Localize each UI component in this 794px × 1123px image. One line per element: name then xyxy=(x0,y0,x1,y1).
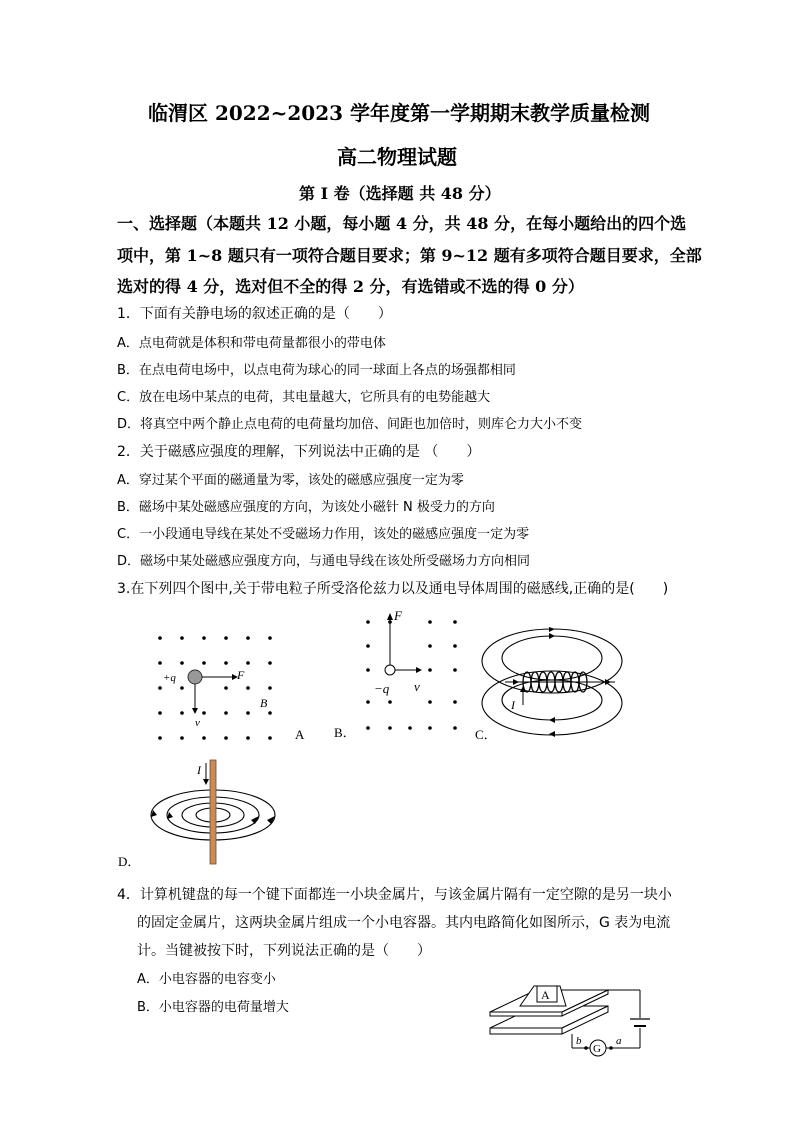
terminal-b-label: b xyxy=(576,1035,582,1047)
question-2-stem: 2．关于磁感应强度的理解，下列说法中正确的是 （ ） xyxy=(117,444,481,460)
volume-heading: 第 I 卷（选择题 共 48 分） xyxy=(299,184,501,203)
figure-3a-label: A xyxy=(295,727,305,742)
question-2-option-c: C．一小段通电导线在某处不受磁场力作用，该处的磁感应强度一定为零 xyxy=(117,527,530,542)
field-dots xyxy=(158,636,272,740)
figure-3c xyxy=(475,625,630,745)
negative-charge xyxy=(385,665,395,675)
terminal-a-label: a xyxy=(616,1035,622,1047)
charge-label: +q xyxy=(163,672,176,684)
question-1-option-b: B．在点电荷电场中，以点电荷为球心的同一球面上各点的场强都相同 xyxy=(117,363,516,378)
current-label: I xyxy=(511,698,515,712)
exam-subject: 高二物理试题 xyxy=(337,145,457,169)
section-instructions-line2: 项中，第 1~8 题只有一项符合题目要求；第 9~12 题有多项符合题目要求，全部 xyxy=(117,246,702,265)
velocity-label: v xyxy=(414,679,420,694)
question-1-option-c: C．放在电场中某点的电荷，其电量越大，它所具有的电势能越大 xyxy=(117,390,491,405)
figure-3d xyxy=(115,760,295,870)
section-instructions-line1: 一、选择题（本题共 12 小题，每小题 4 分，共 48 分，在每小题给出的四个选 xyxy=(117,214,687,233)
field-label: B xyxy=(260,696,268,710)
question-4-option-b: B．小电容器的电荷量增大 xyxy=(137,1000,289,1015)
galvanometer-label: G xyxy=(593,1043,601,1055)
section-instructions-line3: 选对的得 4 分，选对但不全的得 2 分，有选错或不选的得 0 分） xyxy=(117,277,584,296)
current-label: I xyxy=(197,763,201,777)
force-label: F xyxy=(237,668,245,682)
question-1-stem: 1．下面有关静电场的叙述正确的是（ ） xyxy=(117,306,392,322)
field-dots xyxy=(366,620,457,730)
question-4-option-a: A．小电容器的电容变小 xyxy=(137,972,276,987)
figure-3c-label: C． xyxy=(475,727,497,742)
velocity-label: v xyxy=(195,717,200,729)
key-label: A xyxy=(541,988,550,1002)
figure-3d-label: D． xyxy=(118,854,141,869)
conductor-rod xyxy=(210,760,216,864)
question-1-option-a: A．点电荷就是体积和带电荷量都很小的带电体 xyxy=(117,336,386,351)
exam-title: 临渭区 2022~2023 学年度第一学期期末教学质量检测 xyxy=(148,101,651,125)
question-4-stem-line3: 计。当键被按下时，下列说法正确的是（ ） xyxy=(137,943,431,959)
figure-3b-label: B． xyxy=(334,725,356,740)
question-2-option-b: B．磁场中某处磁感应强度的方向，为该处小磁针 N 极受力的方向 xyxy=(117,500,495,515)
figure-3a xyxy=(150,630,320,750)
question-2-option-a: A．穿过某个平面的磁通量为零，该处的磁感应强度一定为零 xyxy=(117,473,464,488)
question-2-option-d: D．磁场中某处磁感应强度方向，与通电导线在该处所受磁场力方向相同 xyxy=(117,554,531,569)
charge-label: −q xyxy=(374,681,390,696)
question-4-stem-line2: 的固定金属片，这两块金属片组成一个小电容器。其内电路简化如图所示，G 表为电流 xyxy=(137,915,671,931)
force-label: F xyxy=(394,608,402,623)
question-3-stem: 3.在下列四个图中,关于带电粒子所受洛伦兹力以及通电导体周围的磁感线,正确的是( ) xyxy=(117,581,669,597)
question-4-stem-line1: 4．计算机键盘的每一个键下面都连一小块金属片，与该金属片隔有一定空隙的是另一块小 xyxy=(117,887,672,903)
figure-4-capacitor-circuit xyxy=(480,978,660,1058)
figure-3b xyxy=(330,600,470,740)
question-1-option-d: D．将真空中两个静止点电荷的电荷量均加倍、间距也加倍时，则库仑力大小不变 xyxy=(117,417,583,432)
positive-charge xyxy=(188,670,202,684)
